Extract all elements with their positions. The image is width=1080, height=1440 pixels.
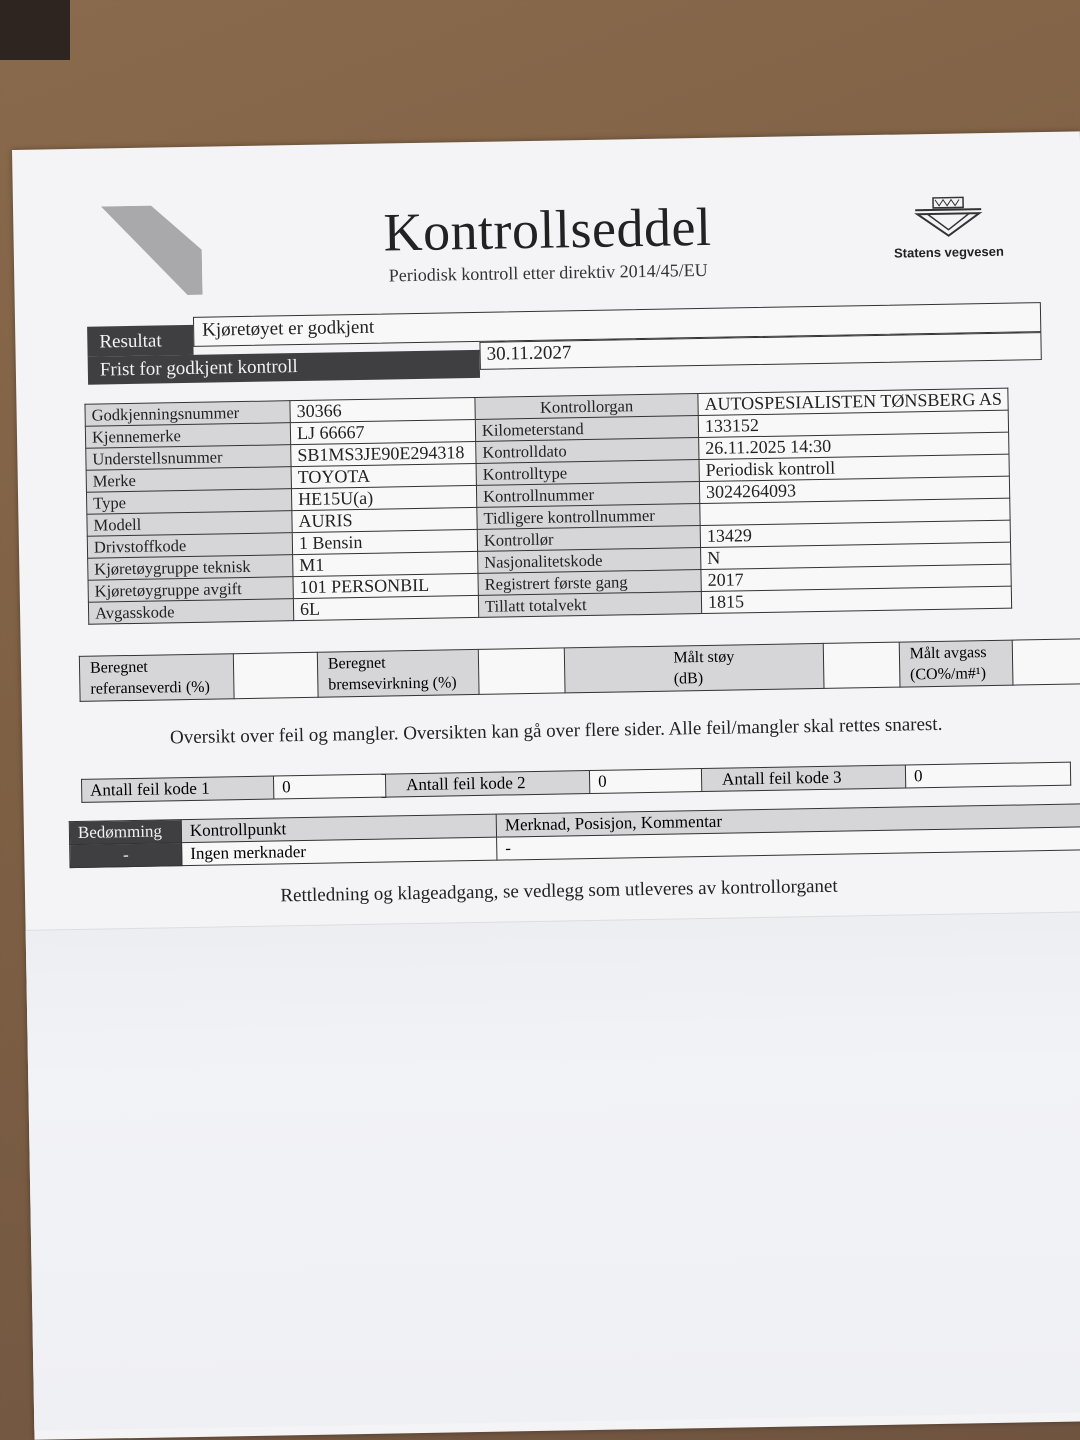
vegvesen-emblem-icon xyxy=(913,195,984,238)
document-title: Kontrollseddel xyxy=(382,196,712,263)
remarks-table xyxy=(69,803,1080,868)
noise-label: Målt støy (dB) xyxy=(565,643,824,693)
measurements-table xyxy=(79,638,1080,702)
vehicle-field-value: M1 xyxy=(293,551,478,576)
vehicle-field-label: Modell xyxy=(87,511,292,537)
exhaust-value xyxy=(1012,639,1080,685)
footer-text: Rettledning og klageadgang, se vedlegg som utleveres av kontrollorganet xyxy=(280,875,838,907)
inspection-field-label: Tillatt totalvekt xyxy=(478,592,701,618)
noise-value xyxy=(823,642,900,688)
inspection-field-value: 13429 xyxy=(700,520,1011,547)
inspection-field-label: Nasjonalitetskode xyxy=(478,548,701,574)
vehicle-field-value: LJ 66667 xyxy=(290,419,475,444)
brake-effect-label: Beregnet bremsevirkning (%) xyxy=(317,649,479,697)
vehicle-field-label: Godkjenningsnummer xyxy=(85,401,290,427)
vehicle-field-value: 30366 xyxy=(290,397,475,422)
background-corner xyxy=(0,0,70,60)
control-body-label: Kontrollorgan xyxy=(475,394,698,420)
inspection-field-value: N xyxy=(701,542,1012,569)
vehicle-data-table xyxy=(84,388,1012,625)
vehicle-field-label: Drivstoffkode xyxy=(87,533,292,559)
result-value: Kjøretøyet er godkjent xyxy=(193,302,1041,347)
inspection-field-value: 133152 xyxy=(698,410,1009,437)
fault-code-2-value: 0 xyxy=(589,769,701,794)
agency-name: Statens vegvesen xyxy=(893,243,1004,261)
inspection-field-value: 26.11.2025 14:30 xyxy=(699,432,1010,459)
fault-code-3-value: 0 xyxy=(905,762,1070,788)
brake-effect-value xyxy=(478,648,565,695)
vehicle-field-value: AURIS xyxy=(292,507,477,532)
vehicle-field-value: TOYOTA xyxy=(291,463,476,488)
deadline-label: Frist for godkjent kontroll xyxy=(88,350,480,385)
checkpoint-header: Kontrollpunkt xyxy=(181,814,496,842)
vehicle-field-label: Kjøretøygruppe avgift xyxy=(88,577,293,603)
inspection-field-label: Kontrollør xyxy=(477,526,700,552)
vehicle-field-value: 1 Bensin xyxy=(292,529,477,554)
vehicle-field-label: Merke xyxy=(86,467,291,493)
vehicle-field-label: Understellsnummer xyxy=(86,445,291,471)
vehicle-field-value: 101 PERSONBIL xyxy=(293,573,478,598)
fault-code-2-label: Antall feil kode 2 xyxy=(385,771,589,798)
fault-code-1-value: 0 xyxy=(273,774,385,799)
assessment-header: Bedømming xyxy=(69,820,181,845)
vehicle-field-label: Kjøretøygruppe teknisk xyxy=(88,555,293,581)
inspection-field-label: Kilometerstand xyxy=(475,416,698,442)
result-label: Resultat xyxy=(87,325,194,357)
reference-value xyxy=(233,652,318,698)
fault-code-3-label: Antall feil kode 3 xyxy=(701,765,905,792)
fault-count-table xyxy=(81,762,1071,803)
inspection-field-label: Kontrollnummer xyxy=(476,482,699,508)
agency-logo xyxy=(883,195,1014,261)
control-body-value: AUTOSPESIALISTEN TØNSBERG AS xyxy=(698,388,1009,415)
vehicle-field-value: SB1MS3JE90E294318 xyxy=(291,441,476,466)
inspection-field-label: Registrert første gang xyxy=(478,570,701,596)
deadline-value: 30.11.2027 xyxy=(479,332,1041,370)
document-subtitle: Periodisk kontroll etter direktiv 2014/45/EU xyxy=(388,259,708,286)
vehicle-field-label: Kjennemerke xyxy=(85,423,290,449)
inspection-field-value: 1815 xyxy=(701,586,1012,613)
inspection-field-value: 3024264093 xyxy=(699,476,1010,503)
inspection-field-label: Kontrolldato xyxy=(476,438,699,464)
vehicle-field-value: HE15U(a) xyxy=(291,485,476,510)
vehicle-field-label: Type xyxy=(86,489,291,515)
inspection-field-label: Tidligere kontrollnummer xyxy=(477,504,700,530)
overview-text: Oversikt over feil og mangler. Oversikten kan gå over flere sider. Alle feil/mangler skal rettes snarest. xyxy=(169,713,943,749)
inspection-field-label: Kontrolltype xyxy=(476,460,699,486)
vehicle-field-value: 6L xyxy=(293,595,478,620)
reference-value-label: Beregnet referanseverdi (%) xyxy=(79,654,234,702)
inspection-field-value: Periodisk kontroll xyxy=(699,454,1010,481)
checkpoint-value: Ingen merknader xyxy=(182,837,497,865)
comment-value: - xyxy=(497,827,1080,860)
exhaust-label: Målt avgass (CO%/m#¹) xyxy=(899,640,1013,687)
paper-fold-lower-half xyxy=(26,911,1080,1431)
vehicle-field-label: Avgasskode xyxy=(88,599,293,625)
assessment-value: - xyxy=(70,843,182,868)
fault-code-1-label: Antall feil kode 1 xyxy=(81,776,273,802)
inspection-document xyxy=(12,131,1080,1439)
comment-header: Merknad, Posisjon, Kommentar xyxy=(496,804,1080,837)
inspection-field-value: 2017 xyxy=(701,564,1012,591)
